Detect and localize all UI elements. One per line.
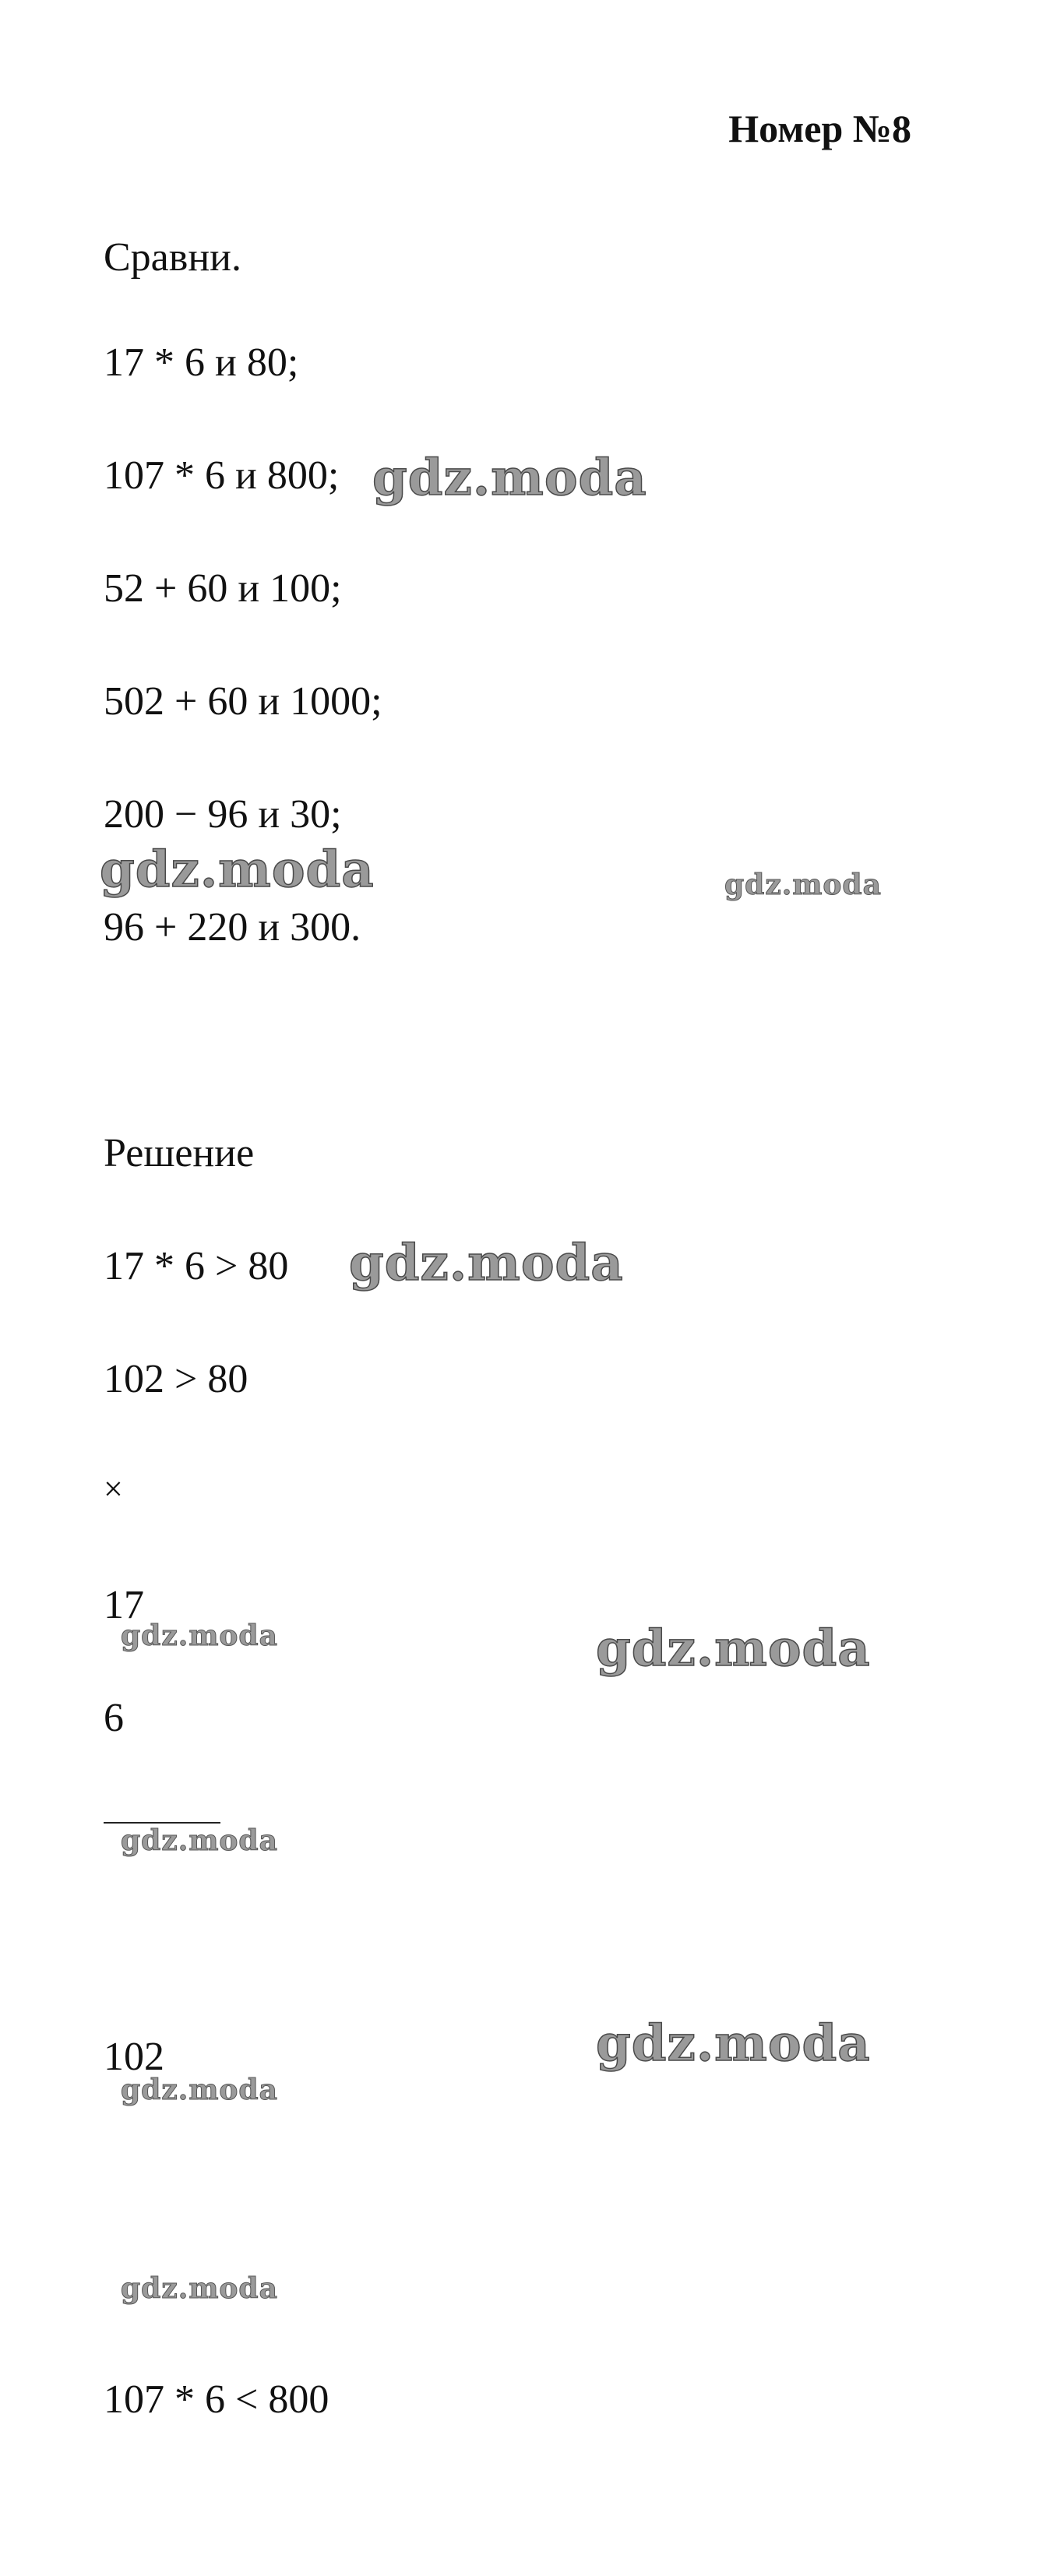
solution-heading: Решение (104, 1131, 255, 1175)
multiplication-sign: × (104, 1470, 123, 1508)
watermark: gdz.moda (349, 1234, 624, 1292)
watermark: gdz.moda (596, 1619, 871, 1678)
watermark: gdz.moda (100, 840, 375, 899)
watermark: gdz.moda (121, 2074, 278, 2106)
task-item-4: 502 + 60 и 1000; (104, 679, 382, 724)
product: 102 (104, 2035, 164, 2079)
task-prompt: Сравни. (104, 235, 241, 280)
task-item-1: 17 * 6 и 80; (104, 340, 299, 385)
watermark: gdz.moda (121, 1619, 278, 1652)
task-item-6: 96 + 220 и 300. (104, 905, 361, 950)
watermark: gdz.moda (372, 449, 647, 507)
watermark: gdz.moda (596, 2014, 871, 2073)
factor-1: 17 (104, 1583, 144, 1627)
page-title: Номер №8 (728, 107, 911, 150)
task-item-3: 52 + 60 и 100; (104, 566, 342, 611)
task-item-5: 200 − 96 и 30; (104, 792, 342, 837)
watermark: gdz.moda (121, 2272, 278, 2305)
watermark: gdz.moda (121, 1824, 278, 1857)
watermark: gdz.moda (724, 869, 882, 901)
solution-line-2: 102 > 80 (104, 1357, 248, 1401)
solution-line-3: 107 * 6 < 800 (104, 2377, 329, 2422)
task-item-2: 107 * 6 и 800; (104, 453, 340, 498)
multiplication-rule (104, 1822, 220, 1824)
solution-line-1: 17 * 6 > 80 (104, 1244, 289, 1288)
factor-2: 6 (104, 1696, 124, 1740)
